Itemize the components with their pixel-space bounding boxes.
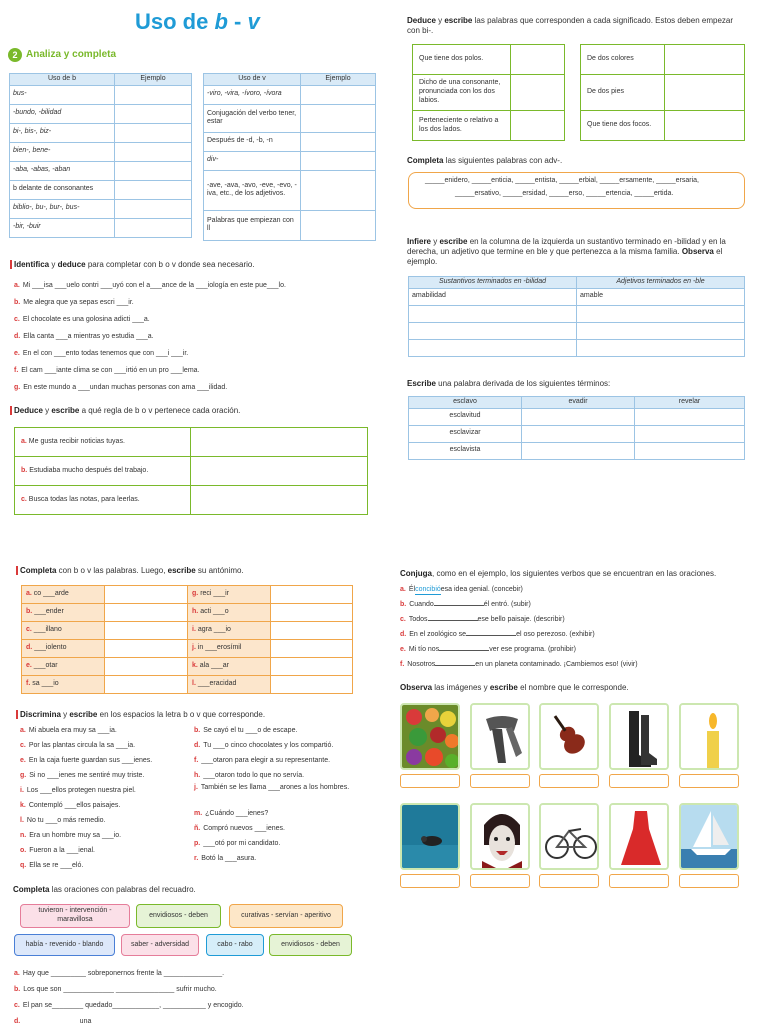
heading-discrimina: Discrimina y escribe en los espacios la letra b o v que corresponde. (16, 710, 265, 720)
answer-cell[interactable] (522, 442, 635, 459)
answer-cell[interactable] (115, 85, 192, 104)
bicycle-image (539, 803, 599, 870)
heading-observa: Observa las imágenes y escribe el nombre que le corresponde. (400, 683, 629, 692)
answer-cell[interactable] (301, 85, 376, 104)
sailboat-image (679, 803, 739, 870)
diver-image (400, 803, 460, 870)
answer-cell[interactable] (191, 486, 368, 515)
list-completa-recuadro: a. Hay que _________ sobreponernos frente la _______________. b. Los que son _____________ _______________ sufrir mucho. c. El pan se________ quedado____________, ___________ y encogido. d. ______________ una (14, 969, 244, 1024)
scarf-image (470, 703, 530, 770)
answer-cell[interactable] (635, 425, 745, 442)
answer-cell[interactable] (635, 442, 745, 459)
table-derivadas: esclavo evadir revelar esclavitud esclavizar esclavista (408, 396, 745, 460)
answer-cell[interactable] (115, 104, 192, 123)
answer-cell[interactable] (301, 132, 376, 151)
word-box: curativas - servían - aperitivo (229, 904, 343, 928)
list-identifica: a. Mi ___isa ___uelo contri ___uyó con el a___ance de la ___iología en este pue___lo. b. Me alegra que ya sepas escri ___ir. c. El chocolate es una golosina adicti ___a. d. Ella canta ___a mientras yo estudia ___a. e. En el con ___ento todas tenemos que con ___i ___ir. f. El cam ___iante clima se con ___irtió en un pro ___lema. g. En este mundo a ___undan muchas personas con ama ___ilidad. (14, 282, 286, 392)
answer-cell[interactable] (522, 425, 635, 442)
table-bi-left: Que tiene dos polos. Dicho de una consonante, pronunciada con los dos labios. Perteneciente o relativo a los dos lados. (412, 44, 565, 141)
table-bi-right: De dos colores De dos pies Que tiene dos focos. (580, 44, 745, 141)
answer-cell[interactable] (665, 111, 745, 141)
answer-cell[interactable] (115, 161, 192, 180)
answer-box[interactable] (470, 774, 530, 788)
answer-cell[interactable] (511, 75, 565, 111)
answer-box[interactable] (679, 774, 739, 788)
answer-cell[interactable] (301, 104, 376, 132)
answer-cell[interactable] (191, 428, 368, 457)
answer-box[interactable] (470, 874, 530, 888)
answer-cell[interactable] (577, 339, 745, 356)
vampire-image (470, 803, 530, 870)
answer-cell[interactable] (115, 218, 192, 237)
answer-cell[interactable] (115, 199, 192, 218)
word-box: saber - adversidad (121, 934, 199, 956)
vegetables-image (400, 703, 460, 770)
answer-cell[interactable] (577, 322, 745, 339)
answer-box[interactable] (400, 874, 460, 888)
heading-deduce-bi: Deduce y escribe las palabras que corresponden a cada significado. Estos deben empezar con bi-. (407, 16, 733, 35)
heading-identifica: Identifica y deduce para completar con b o v donde sea necesario. (10, 260, 255, 270)
word-box: tuvieron - intervención - maravillosa (20, 904, 130, 928)
section-analiza: 2 Analiza y completa (8, 48, 116, 62)
table-uso-v: Uso de v Ejemplo -viro, -vira, -ívoro, -ívora Conjugación del verbo tener, estar Después de -d, -b, -n div- -ave, -ava, -avo, -eve, -evo, -iva, etc., de los adjetivos. Palabras que empiezan con ll (203, 73, 376, 241)
heading-completa-antonimo: Completa con b o v las palabras. Luego, escribe su antónimo. (16, 566, 244, 576)
answer-cell[interactable] (191, 457, 368, 486)
answer-cell[interactable] (409, 339, 577, 356)
word-box: había - revenido - blando (14, 934, 115, 956)
answer-cell[interactable] (511, 45, 565, 75)
answer-box[interactable] (400, 774, 460, 788)
word-box: cabo - rabo (206, 934, 264, 956)
answer-cell[interactable] (115, 123, 192, 142)
dress-image (609, 803, 669, 870)
answer-cell[interactable] (511, 111, 565, 141)
pencil-icon: 2 (8, 48, 22, 62)
box-adv: _____enidero, _____enticia, _____entista, _____erbial, _____ersamente, _____ersaria, _____ersativo, _____ersidad, _____erso, _____ertencia, _____ertida. (408, 172, 745, 209)
list-discrimina-right: b. Se cayó el tu ___o de escape. d. Tu ___o cinco chocolates y los compartió. f. ___otaron para elegir a su representante. h. ___otaron todo lo que no servía. j. También se les llama ___arones a los hombres. m. ¿Cuándo ___ienes? ñ. Compró nuevos ___ienes. p. ___otó por mi candidato. r. Botó la ___asura. (194, 727, 350, 863)
heading-escribe-derivada: Escribe una palabra derivada de los siguientes términos: (407, 379, 611, 388)
answer-box[interactable] (539, 874, 599, 888)
answer-cell[interactable] (665, 45, 745, 75)
answer-cell[interactable] (115, 180, 192, 199)
heading-completa-adv: Completa las siguientes palabras con adv-. (407, 156, 563, 165)
answer-box[interactable] (679, 874, 739, 888)
answer-cell[interactable] (301, 170, 376, 210)
answer-cell[interactable] (635, 408, 745, 425)
answer-box[interactable] (539, 774, 599, 788)
heading-infiere: Infiere y escribe en la columna de la izquierda un sustantivo terminado en -bilidad y en la derecha, un adjetivo que termine en ble y que pertenezca a la misma familia. Observa el ejemplo. (407, 237, 726, 266)
answer-cell[interactable] (115, 142, 192, 161)
word-box: envidiosos - deben (269, 934, 352, 956)
answer-box[interactable] (609, 874, 669, 888)
page-title: Uso de b - v (135, 9, 260, 34)
answer-cell[interactable] (409, 305, 577, 322)
boots-image (609, 703, 669, 770)
answer-cell[interactable] (301, 151, 376, 170)
word-box: envidiosos - deben (136, 904, 221, 928)
answer-cell[interactable] (577, 305, 745, 322)
answer-box[interactable] (609, 774, 669, 788)
answer-cell[interactable] (665, 75, 745, 111)
heading-conjuga: Conjuga, como en el ejemplo, los siguientes verbos que se encuentran en las oraciones. (400, 569, 717, 578)
table-uso-b: Uso de b Ejemplo bus- -bundo, -bilidad bi-, bis-, biz- bien-, bene- -aba, -abas, -aban b delante de consonantes biblio-, bu-, bur-, bus- -bir, -buir (9, 73, 192, 238)
list-conjuga: a. Él concibió esa idea genial. (concebir) b. Cuando él entró. (subir) c. Todos ese bello paisaje. (describir) d. En el zoológico se el oso perezoso. (exhibir) e. Mi tío nos ver ese programa. (prohibir) f. Nosotros en un planeta contaminado. ¡Cambiemos eso! (vivir) (400, 585, 638, 669)
heading-completa-recuadro: Completa las oraciones con palabras del recuadro. (13, 885, 196, 894)
table-antonimos: a. co ___arde g. reci ___ir b. ___ender h. acti ___o c. ___illano i. agra ___io d. ___iolento j. in ___erosímil e. ___otar k. ala ___ar f. sa ___io l. ___eracidad (21, 585, 353, 694)
table-deduce: a. Me gusta recibir noticias tuyas. b. Estudiaba mucho después del trabajo. c. Busca todas las notas, para leerlas. (14, 427, 368, 515)
answer-cell[interactable] (522, 408, 635, 425)
list-discrimina-left: a. Mi abuela era muy sa ___ia. c. Por las plantas circula la sa ___ia. e. En la caja fuerte guardan sus ___ienes. g. Si no ___ienes me sentiré muy triste. i. Los ___ellos protegen nuestra piel. k. Contempló ___ellos paisajes. l. No tu ___o más remedio. n. Era un hombre muy sa ___io. o. Fueron a la ___ienal. q. Ella se re ___eló. (20, 727, 153, 870)
answer-cell[interactable] (301, 210, 376, 240)
violin-image (539, 703, 599, 770)
heading-deduce: Deduce y escribe a qué regla de b o v pertenece cada oración. (10, 406, 240, 416)
table-infiere: Sustantivos terminados en -bilidad Adjetivos terminados en -ble amabilidad amable (408, 276, 745, 357)
answer-cell[interactable] (409, 322, 577, 339)
candle-image (679, 703, 739, 770)
